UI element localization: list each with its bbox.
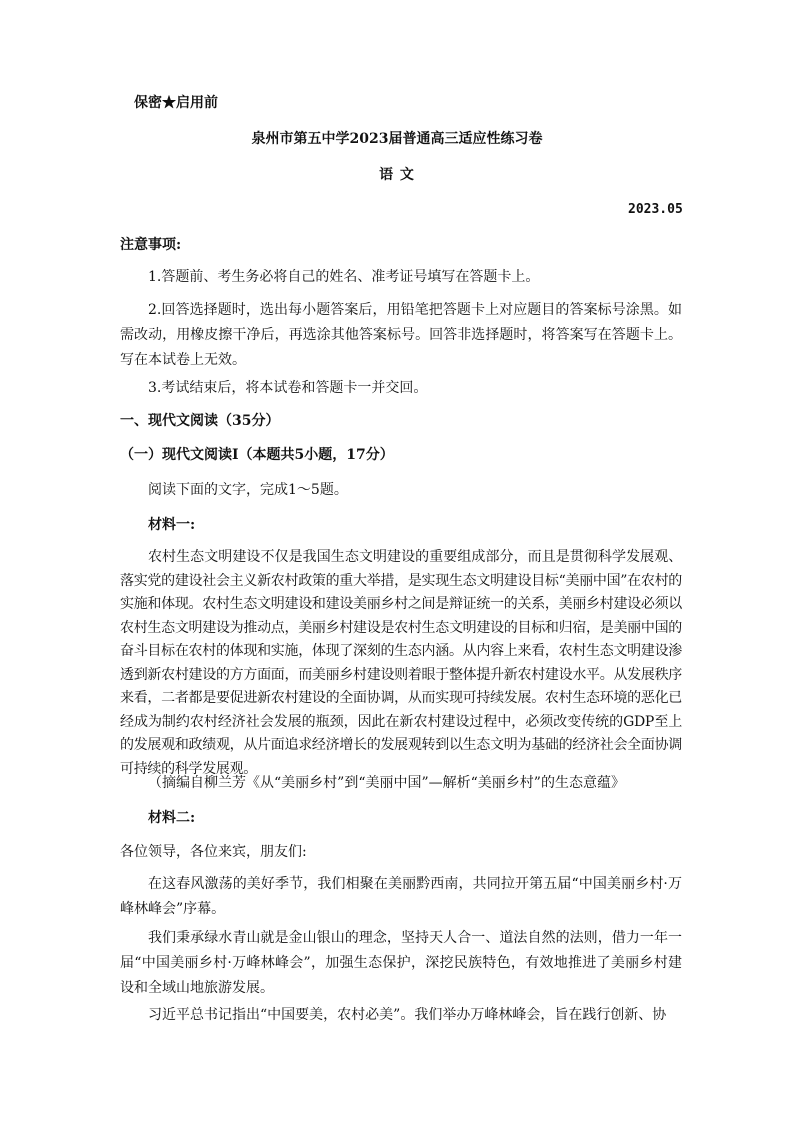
speech-greeting: 各位领导，各位来宾，朋友们: bbox=[120, 844, 307, 860]
speech-paragraph-2: 我们秉承绿水青山就是金山银山的理念，坚持天人合一、道法自然的法则，借力一年一届“中国美丽乡村·万峰林峰会”，加强生态保护，深挖民族特色，有效地推进了美丽乡村建设和全域山地旅游发展。 bbox=[120, 930, 682, 996]
confidential-label: 保密★启用前 bbox=[134, 95, 218, 111]
notice-item-1: 1.答题前、考生务必将自己的姓名、准考证号填写在答题卡上。 bbox=[148, 269, 540, 285]
subsection-heading: （一）现代文阅读Ⅰ（本题共5小题，17分） bbox=[120, 447, 394, 463]
subject-title: 语 文 bbox=[379, 167, 415, 183]
material-one-source: （摘编自柳兰芳《从“美丽乡村”到“美丽中国”—解析“美丽乡村”的生态意蕴》 bbox=[148, 775, 625, 791]
speech-paragraph-3: 习近平总书记指出“中国要美，农村必美”。我们举办万峰林峰会，旨在践行创新、协 bbox=[148, 1007, 667, 1023]
exam-title: 泉州市第五中学2023届普通高三适应性练习卷 bbox=[251, 131, 543, 147]
material-one-label: 材料一: bbox=[148, 517, 196, 533]
speech-paragraph-1: 在这春风激荡的美好季节，我们相聚在美丽黔西南，共同拉开第五届“中国美丽乡村·万峰林峰会”序幕。 bbox=[120, 876, 682, 917]
section-heading: 一、现代文阅读（35分） bbox=[120, 413, 280, 429]
material-one-text: 农村生态文明建设不仅是我国生态文明建设的重要组成部分，而且是贯彻科学发展观、落实党的建设社会主义新农村政策的重大举措，是实现生态文明建设目标“美丽中国”在农村的实施和体现。农村生态文明建设和建设美丽乡村之间是辩证统一的关系，美丽乡村建设必须以农村生态文明建设为推动点，美丽乡村建设是农村生态文明建设的目标和归宿，是美丽中国的奋斗目标在农村的体现和实施，体现了深刻的生态内涵。从内容上来看，农村生态文明建设渗透到新农村建设的方方面面，而美丽乡村建设则着眼于整体提升新农村建设水平。从发展秩序来看，二者都是要促进新农村建设的全面协调，从而实现可持续发展。农村生态环境的恶化已经成为制约农村经济社会发展的瓶颈，因此在新农村建设过程中，必须改变传统的GDP至上的发展观和政绩观，从片面追求经济增长的发展观转到以生态文明为基础的经济社会全面协调可持续的科学发展观。 bbox=[120, 549, 682, 777]
material-two-label: 材料二: bbox=[148, 810, 196, 826]
exam-date: 2023.05 bbox=[628, 202, 683, 217]
reading-instruction: 阅读下面的文字，完成1～5题。 bbox=[148, 482, 348, 498]
notice-heading: 注意事项: bbox=[120, 237, 182, 253]
notice-item-2: 2.回答选择题时，选出每小题答案后，用铅笔把答题卡上对应题目的答案标号涂黑。如需改动，用橡皮擦干净后，再选涂其他答案标号。回答非选择题时，将答案写在答题卡上。写在本试卷上无效。 bbox=[120, 302, 682, 368]
notice-item-3: 3.考试结束后，将本试卷和答题卡一并交回。 bbox=[148, 380, 428, 396]
